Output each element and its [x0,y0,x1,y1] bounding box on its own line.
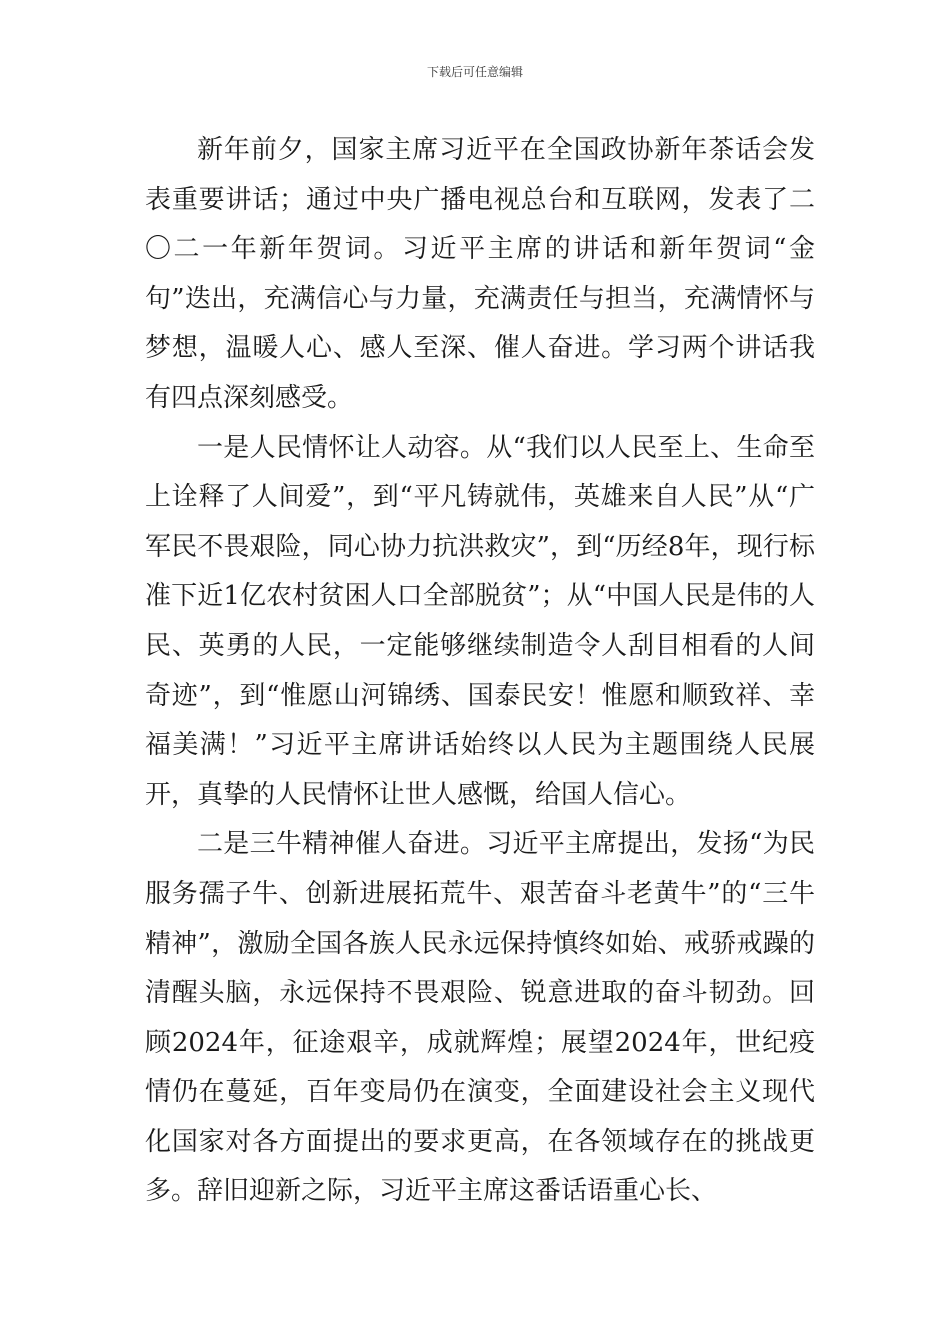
paragraph-intro: 新年前夕，国家主席习近平在全国政协新年茶话会发表重要讲话；通过中央广播电视总台和互联网，发表了二〇二一年新年贺词。习近平主席的讲话和新年贺词“金句”迭出，充满信心与力量，充满责任与担当，充满情怀与梦想，温暖人心、感人至深、催人奋进。学习两个讲话我有四点深刻感受。 [145,135,815,413]
paragraph-point-one: 一是人民情怀让人动容。从“我们以人民至上、生命至上诠释了人间爱”，到“平凡铸就伟，英雄来自人民”从“广军民不畏艰险，同心协力抗洪救灾”，到“历经8年，现行标准下近1亿农村贫困人口全部脱贫”；从“中国人民是伟的人民、英勇的人民，一定能够继续制造令人刮目相看的人间奇迹”，到“惟愿山河锦绣、国泰民安！惟愿和顺致祥、幸福美满！”习近平主席讲话始终以人民为主题围绕人民展开，真挚的人民情怀让世人感慨，给国人信心。 [145,432,815,810]
page-header-note: 下载后可任意编辑 [426,65,523,79]
paragraph-point-two: 二是三牛精神催人奋进。习近平主席提出，发扬“为民服务孺子牛、创新进展拓荒牛、艰苦奋斗老黄牛”的“三牛精神”，激励全国各族人民永远保持慎终如始、戒骄戒躁的清醒头脑，永远保持不畏艰险、锐意进取的奋斗韧劲。回顾2024年，征途艰辛，成就辉煌；展望2024年，世纪疫情仍在蔓延，百年变局仍在演变，全面建设社会主义现代化国家对各方面提出的要求更高，在各领域存在的挑战更多。辞旧迎新之际，习近平主席这番话语重心长、 [145,829,815,1207]
document-body [145,126,815,1217]
